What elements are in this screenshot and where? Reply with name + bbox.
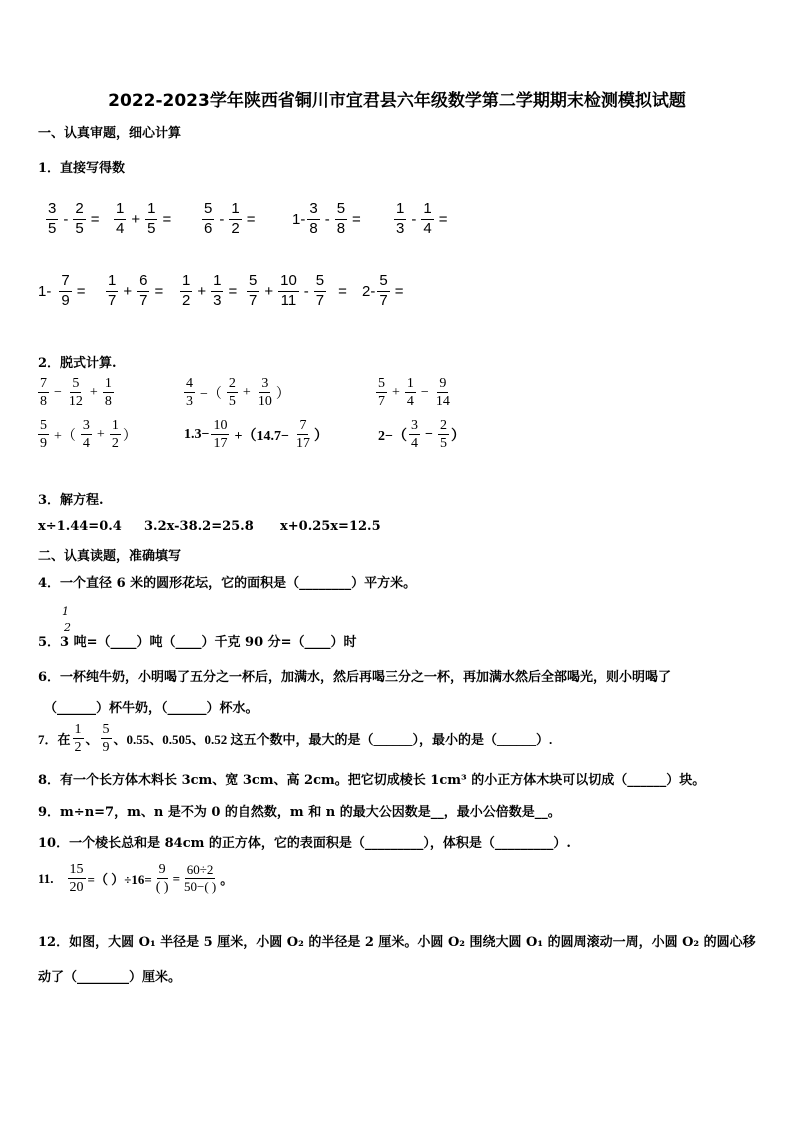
q1-expr-2: $\frac{1}{4}$ + $\frac{1}{5}$ = — [116, 200, 172, 237]
q6-line-2: （______）杯牛奶，（______）杯水。 — [44, 701, 259, 716]
q9-text: 9．m÷n=7，m、n 是不为 0 的自然数，m 和 n 的最大公因数是__，最小公倍数是__。 — [38, 805, 561, 820]
q3-equation-3: x+0.25x=12.5 — [280, 519, 381, 534]
q5-text: 5．3 吨=（____）吨（____）千克 90 分=（____）时 — [38, 635, 357, 650]
q2-expr-3: $\frac{5}{7}$ + $\frac{1}{4}$ − $\frac{9}{14}$ — [378, 376, 450, 410]
q2-expr-4: $\frac{5}{9}$ +（ $\frac{3}{4}$ + $\frac{1}{2}$ ） — [40, 418, 137, 452]
page-title: 2022-2023学年陕西省铜川市宜君县六年级数学第二学期期末检测模拟试题 — [108, 91, 686, 111]
q1-expr-4: 1- $\frac{3}{8}$ - $\frac{5}{8}$ = — [292, 200, 361, 237]
q11-text: 11. $\frac{15}{20}$ =（ ）÷16= $\frac{9}{( )}$ = $\frac{60\div 2}{50-( )}$ 。 — [38, 862, 234, 896]
section-1-heading: 一、认真审题，细心计算 — [38, 126, 182, 141]
q1-expr-5: $\frac{1}{3}$ - $\frac{1}{4}$ = — [396, 200, 448, 237]
q3-equation-2: 3.2x-38.2=25.8 — [144, 519, 254, 534]
q7-text: 7．在 $\frac{1}{2}$ 、 $\frac{5}{9}$ 、0.55、0.505、0.52 这五个数中，最大的是（______），最小的是（______）. — [38, 722, 553, 756]
q10-text: 10．一个棱长总和是 84cm 的正方体，它的表面积是（_________），体积是（_________）. — [38, 836, 571, 851]
q1-expr-6: 1- $\frac{7}{9}$ = — [38, 272, 86, 309]
q1-expr-1: $\frac{3}{5}$ - $\frac{2}{5}$ = — [48, 200, 100, 237]
section-2-heading: 二、认真读题，准确填写 — [38, 549, 182, 564]
q12-line-1: 12．如图，大圆 O₁ 半径是 5 厘米，小圆 O₂ 的半径是 2 厘米。小圆 O₂ 围绕大圆 O₁ 的圆周滚动一周，小圆 O₂ 的圆心移 — [38, 935, 756, 950]
q2-expr-6: 2−（ $\frac{3}{4}$ − $\frac{2}{5}$ ） — [378, 418, 465, 452]
q8-text: 8．有一个长方体木料长 3cm、宽 3cm、高 2cm。把它切成棱长 1cm³ 的小正方体木块可以切成（______）块。 — [38, 773, 706, 788]
q2-expr-5: 1.3− $\frac{10}{17}$ +（14.7− $\frac{7}{17}$ ） — [184, 418, 328, 452]
q1-expr-10: 2- $\frac{5}{7}$ = — [362, 272, 404, 309]
q12-line-2: 动了（________）厘米。 — [38, 970, 182, 985]
q1-expr-3: $\frac{5}{6}$ - $\frac{1}{2}$ = — [204, 200, 256, 237]
q1-expr-7: $\frac{1}{7}$ + $\frac{6}{7}$ = — [108, 272, 164, 309]
q3-equation-1: x÷1.44=0.4 — [38, 519, 122, 534]
q3-label: 3．解方程. — [38, 493, 104, 508]
q4-text: 4．一个直径 6 米的圆形花坛，它的面积是（________）平方米。 — [38, 576, 417, 591]
q2-expr-2: $\frac{4}{3}$ −（ $\frac{2}{5}$ + $\frac{3}{10}$ ） — [186, 376, 290, 410]
q6-line-1: 6．一杯纯牛奶，小明喝了五分之一杯后，加满水，然后再喝三分之一杯，再加满水然后全部喝光，则小明喝了 — [38, 670, 672, 685]
q2-expr-1: $\frac{7}{8}$ − $\frac{5}{12}$ + $\frac{1}{8}$ — [40, 376, 112, 410]
q1-label: 1．直接写得数 — [38, 161, 126, 176]
q1-expr-9: $\frac{5}{7}$ + $\frac{10}{11}$ - $\frac{5}{7}$ = — [249, 272, 347, 309]
q1-expr-8: $\frac{1}{2}$ + $\frac{1}{3}$ = — [182, 272, 238, 309]
q5-small-fraction-denominator: 2 — [64, 621, 71, 634]
q5-small-fraction-numerator: 1 — [62, 605, 69, 618]
q2-label: 2．脱式计算. — [38, 356, 117, 371]
